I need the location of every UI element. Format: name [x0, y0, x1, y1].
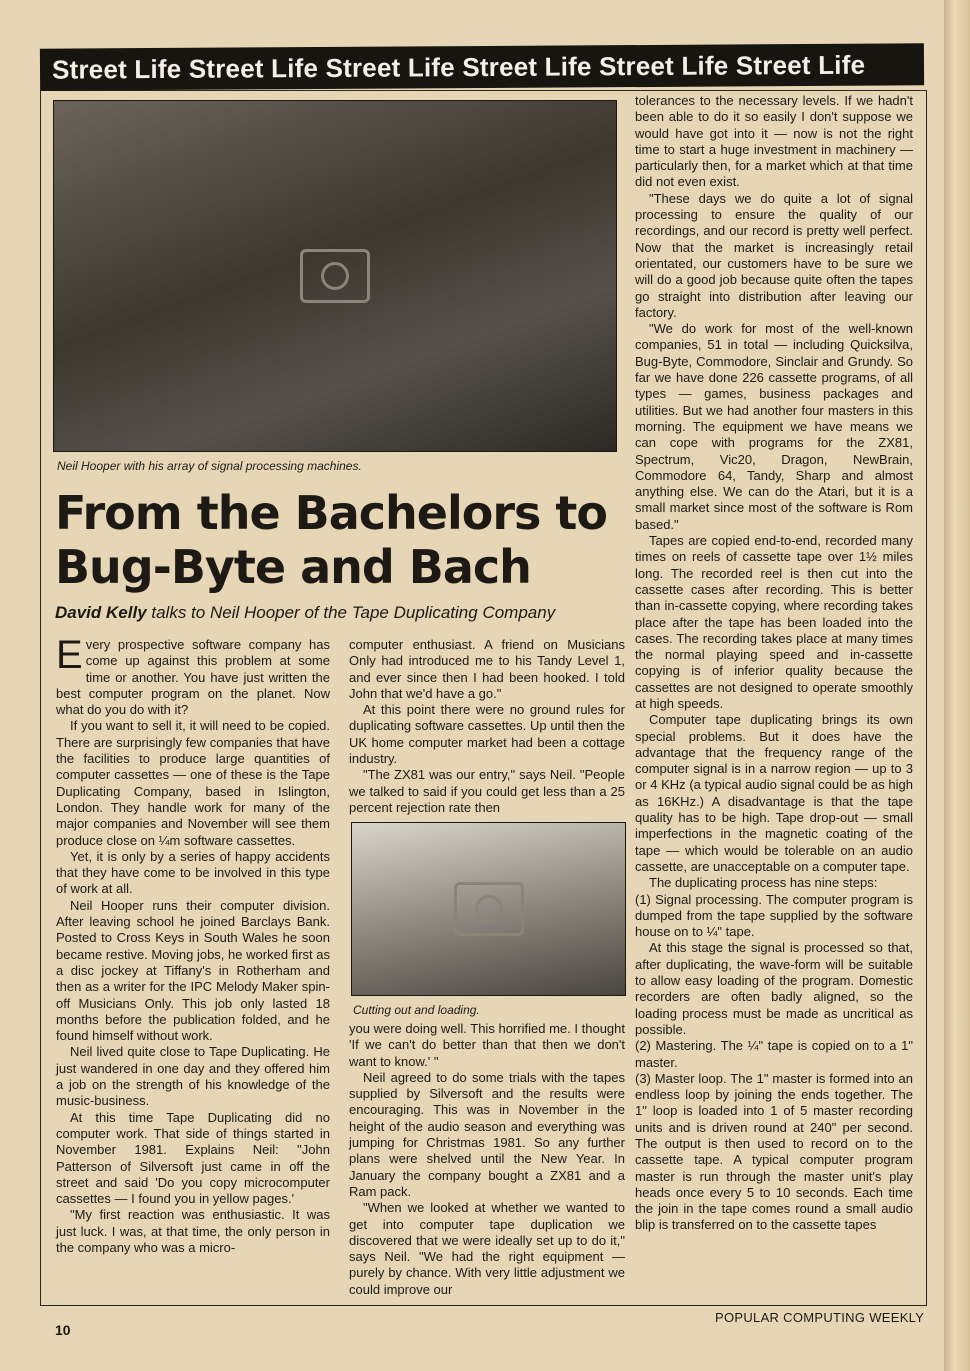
- column-1: [56, 633, 330, 1256]
- paragraph: Yet, it is only by a series of happy accidents that they have come to be involved in this type of work at all.: [56, 848, 330, 897]
- photo-caption: Cutting out and loading.: [353, 1003, 480, 1017]
- section-banner: Street Life Street Life Street Life Street Life Street Life Street Life: [40, 43, 924, 90]
- byline: [55, 602, 625, 624]
- paragraph: computer enthusiast. A friend on Musicians Only had introduced me to his Tandy Level 1, and ever since then I had been hooked. I told John that we'd have a go.": [349, 637, 625, 701]
- photo-caption: Neil Hooper with his array of signal processing machines.: [57, 459, 362, 473]
- paragraph: Neil Hooper runs their computer division. After leaving school he joined Barclays Bank. Posted to Cross Keys in South Wales he soon became restive. Moving jobs, he worked first as a disc jockey at Tiffany's in Rotherham and then as a writer for the IPC Melody Maker spin-off Musicians Only. This job only lasted 18 months before the publication folded, and he found himself without work.: [56, 897, 330, 1044]
- headline-line-1: From the Bachelors to: [55, 486, 608, 540]
- paragraph: (3) Master loop. The 1" master is formed into an endless loop by joining the ends together. The 1" loop is loaded into 1 of 5 master recording units and is driven round at 240" per second. The output is then used to record on to the cassette tape. A typical computer program master is run through the master unit's play heads once every 5 to 10 seconds. Each time the join in the tape comes round a small audio blip is transferred on to the cassette tapes: [635, 1070, 913, 1233]
- paragraph: you were doing well. This horrified me. I thought 'If we can't do better than that then we don't want to know.' ": [349, 1021, 625, 1069]
- paragraph: If you want to sell it, it will need to be copied. There are surprisingly few companies that have the facilities to produce large quantities of computer cassettes — one of these is the Tape Duplicating Company, based in Islington, London. They handle work for many of the major companies and November will see them produce close on ¼m software cassettes.: [56, 718, 330, 848]
- paragraph: The duplicating process has nine steps:: [649, 875, 878, 891]
- paragraph: Neil lived quite close to Tape Duplicating. He just wandered in one day and they offered him a job on the strength of his knowledge of the music-business.: [56, 1044, 330, 1109]
- byline-text: talks to Neil Hooper of the Tape Duplicating Company: [146, 603, 556, 622]
- paragraph-text: very prospective software company has come up against this problem at some time or another. You have just written the best computer program on the planet. Now what do you do with it?: [56, 637, 330, 718]
- paragraph: At this time Tape Duplicating did no computer work. That side of things started in November 1981. Explains Neil: "John Patterson of Silversoft just came in off the street and said 'Do you copy microcomputer cassettes — I found you in yellow pages.': [56, 1109, 330, 1207]
- page-number: 10: [55, 1322, 71, 1338]
- paragraph: (2) Mastering. The ¼" tape is copied on to a 1" master.: [635, 1038, 913, 1070]
- page-edge: [944, 0, 970, 1371]
- column-2-top: [349, 637, 625, 816]
- photo-cutting-loading: [351, 822, 626, 996]
- paragraph: "When we looked at whether we wanted to get into computer tape duplication we discovered that we were ideally set up to do it," says Neil. "We had the right equipment — purely by chance. With very little adjustment we could improve our: [349, 1200, 625, 1297]
- publication-name: POPULAR COMPUTING WEEKLY: [715, 1310, 925, 1325]
- paragraph: [56, 633, 330, 718]
- byline-author: David Kelly: [55, 603, 147, 622]
- paragraph: Computer tape duplicating brings its own special problems. But it does have the advantage that the frequency range of the computer signal is in a narrow region — up to 3 or 4 KHz (a typical audio signal could be as high as 16KHz.) A disadvantage is that the tape quality has to be high. Tape drop-out — small imperfections in the magnetic coating of the tape — which would be tolerable on an audio cassette, are unacceptable on a computer tape.: [635, 712, 913, 874]
- paragraph: (1) Signal processing. The computer program is dumped from the tape supplied by the software house on to ¼" tape.: [635, 891, 913, 940]
- paragraph: tolerances to the necessary levels. If we hadn't been able to do it so easily I don't suppose we would have got into it — now is not the right time to start a huge investment in machinery — particularly then, for a market which at that time did not even exist.: [635, 93, 913, 190]
- paragraph: Neil agreed to do some trials with the tapes supplied by Silversoft and the results were encouraging. This was in November in the height of the audio season and everything was jumping for Christmas 1981. So any further plans were shelved until the New Year. In January the company bought a ZX81 and a Ram pack.: [349, 1069, 625, 1199]
- column-3: [635, 93, 913, 1234]
- paragraph: "We do work for most of the well-known companies, 51 in total — including Quicksilva, Bug-Byte, Commodore, Sinclair and Grundy. So far we have done 226 cassette programs, of all types — games, business packages and utilities. But we had another four masters in this morning. The equipment we have means we can cope with programs for the ZX81, Spectrum, Vic20, Dragon, NewBrain, Commodore 64, Tandy, Sharp and almost anything else. We can do the Atari, but it is a small market since most of the software is Rom based.": [635, 321, 913, 532]
- drop-cap: E: [56, 633, 83, 677]
- photo-signal-processing: [53, 100, 617, 452]
- paragraph: "These days we do quite a lot of signal processing to ensure the quality of our recordings, and our record is pretty well perfect. Now that the market is increasingly retail orientated, our customers have to be sure we will do a good job because quite often the tapes go straight into distribution after leaving our factory.: [635, 190, 913, 320]
- photo-icon: [300, 249, 370, 303]
- headline: [55, 486, 615, 594]
- headline-line-2: Bug-Byte and Bach: [55, 540, 531, 594]
- paragraph: "The ZX81 was our entry," says Neil. "People we talked to said if you could get less than a 25 percent rejection rate then: [349, 767, 625, 815]
- column-2-bottom: [349, 1021, 625, 1298]
- paragraph: At this point there were no ground rules for duplicating software cassettes. Up until then the UK home computer market had been a cottage industry.: [349, 702, 625, 767]
- paragraph: At this stage the signal is processed so that, after duplicating, the wave-form will be suitable to allow easy loading of the program. Domestic recorders are often badly aligned, so the loading process must be made as uncritical as possible.: [635, 940, 913, 1037]
- paragraph: "My first reaction was enthusiastic. It was just luck. I was, at that time, the only person in the company who was a micro-: [56, 1207, 330, 1255]
- paragraph: Tapes are copied end-to-end, recorded many times on reels of cassette tape over 1½ miles long. The recorded reel is then cut into the cassette cases after recording. This is better than in-cassette copying, where recording takes place after the tape has been loaded into the cases. The recording takes place at many times the normal playing speed and in-cassette copying is of inferior quality because the cassettes are not designed to operate smoothly at high speeds.: [635, 533, 913, 711]
- photo-icon: [454, 882, 524, 936]
